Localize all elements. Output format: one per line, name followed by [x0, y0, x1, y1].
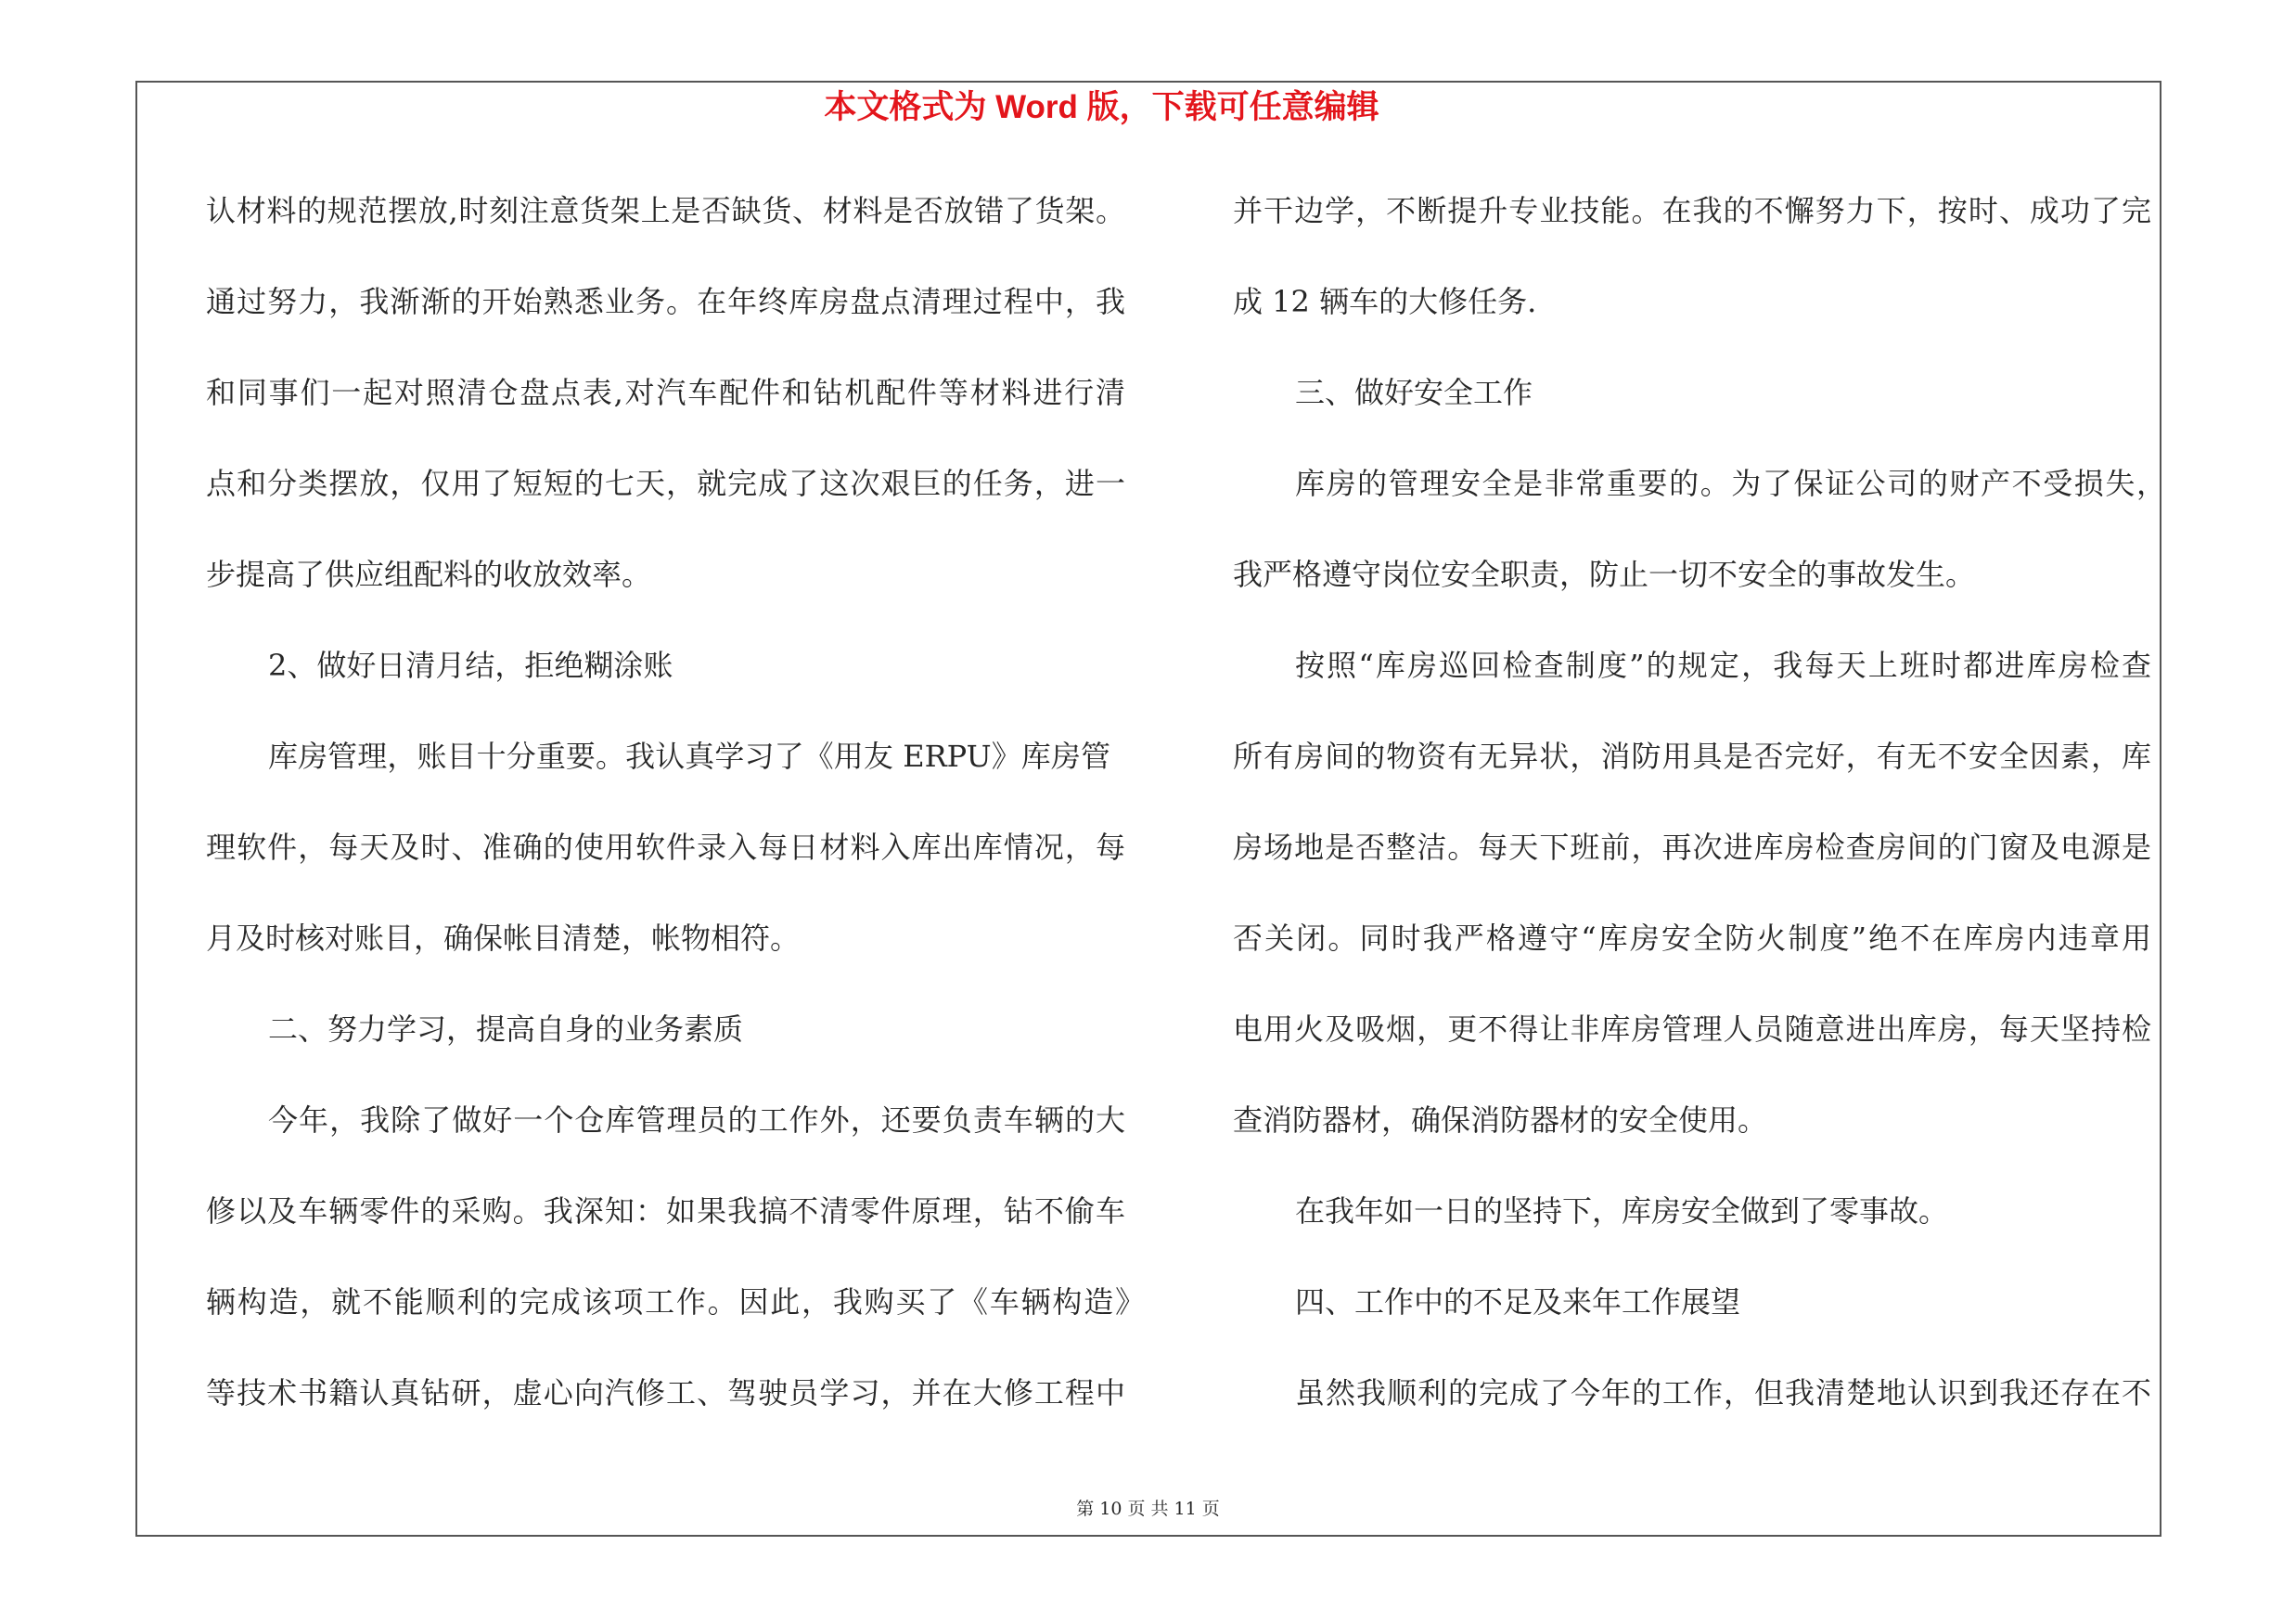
text-line: 虽然我顺利的完成了今年的工作，但我清楚地认识到我还存在不 [1295, 1375, 2151, 1410]
text-line: 我严格遵守岗位安全职责，防止一切不安全的事故发生。 [1233, 557, 1976, 592]
text-line: 在我年如一日的坚持下，库房安全做到了零事故。 [1295, 1193, 1949, 1229]
text-line: 步提高了供应组配料的收放效率。 [206, 557, 652, 592]
text-line: 修以及车辆零件的采购。我深知：如果我搞不清零件原理，钻不偷车 [206, 1193, 1125, 1229]
left-column [206, 165, 1145, 1438]
text-line: 辆构造，就不能顺利的完成该项工作。因此，我购买了《车辆构造》 [206, 1284, 1145, 1320]
section-heading: 四、工作中的不足及来年工作展望 [1295, 1284, 1741, 1320]
page-number-footer: 第 10 页 共 11 页 [1076, 1499, 1220, 1519]
text-line: 成 12 辆车的大修任务. [1233, 284, 1537, 319]
text-line: 电用火及吸烟，更不得让非库房管理人员随意进出库房，每天坚持检 [1233, 1011, 2151, 1047]
text-line: 库房的管理安全是非常重要的。为了保证公司的财产不受损失， [1295, 466, 2166, 501]
text-line: 月及时核对账目，确保帐目清楚，帐物相符。 [206, 921, 801, 956]
text-line: 所有房间的物资有无异状，消防用具是否完好，有无不安全因素，库 [1233, 739, 2151, 774]
text-line: 按照“库房巡回检查制度”的规定，我每天上班时都进库房检查 [1295, 648, 2151, 683]
section-heading: 三、做好安全工作 [1295, 375, 1533, 410]
text-line: 查消防器材，确保消防器材的安全使用。 [1233, 1102, 1768, 1138]
text-line: 否关闭。同时我严格遵守“库房安全防火制度”绝不在库房内违章用 [1233, 921, 2151, 956]
text-line: 库房管理，账目十分重要。我认真学习了《用友 ERPU》库房管 [268, 739, 1110, 774]
text-line: 点和分类摆放，仅用了短短的七天，就完成了这次艰巨的任务，进一 [206, 466, 1125, 501]
text-line: 房场地是否整洁。每天下班前，再次进库房检查房间的门窗及电源是 [1233, 830, 2151, 865]
text-line: 通过努力，我渐渐的开始熟悉业务。在年终库房盘点清理过程中，我 [206, 284, 1125, 319]
right-column [1233, 165, 2166, 1438]
text-line: 等技术书籍认真钻研，虚心向汽修工、驾驶员学习，并在大修工程中 [206, 1375, 1125, 1410]
text-line: 并干边学，不断提升专业技能。在我的不懈努力下，按时、成功了完 [1233, 193, 2151, 228]
text-line: 和同事们一起对照清仓盘点表,对汽车配件和钻机配件等材料进行清 [206, 375, 1125, 410]
text-line: 认材料的规范摆放,时刻注意货架上是否缺货、材料是否放错了货架。 [206, 193, 1125, 228]
header-notice: 本文格式为 Word 版，下载可任意编辑 [824, 89, 1379, 125]
text-line: 今年，我除了做好一个仓库管理员的工作外，还要负责车辆的大 [268, 1102, 1125, 1138]
subsection-heading: 2、做好日清月结，拒绝糊涂账 [268, 648, 673, 683]
text-line: 理软件，每天及时、准确的使用软件录入每日材料入库出库情况，每 [206, 830, 1125, 865]
section-heading: 二、努力学习，提高自身的业务素质 [268, 1011, 744, 1047]
